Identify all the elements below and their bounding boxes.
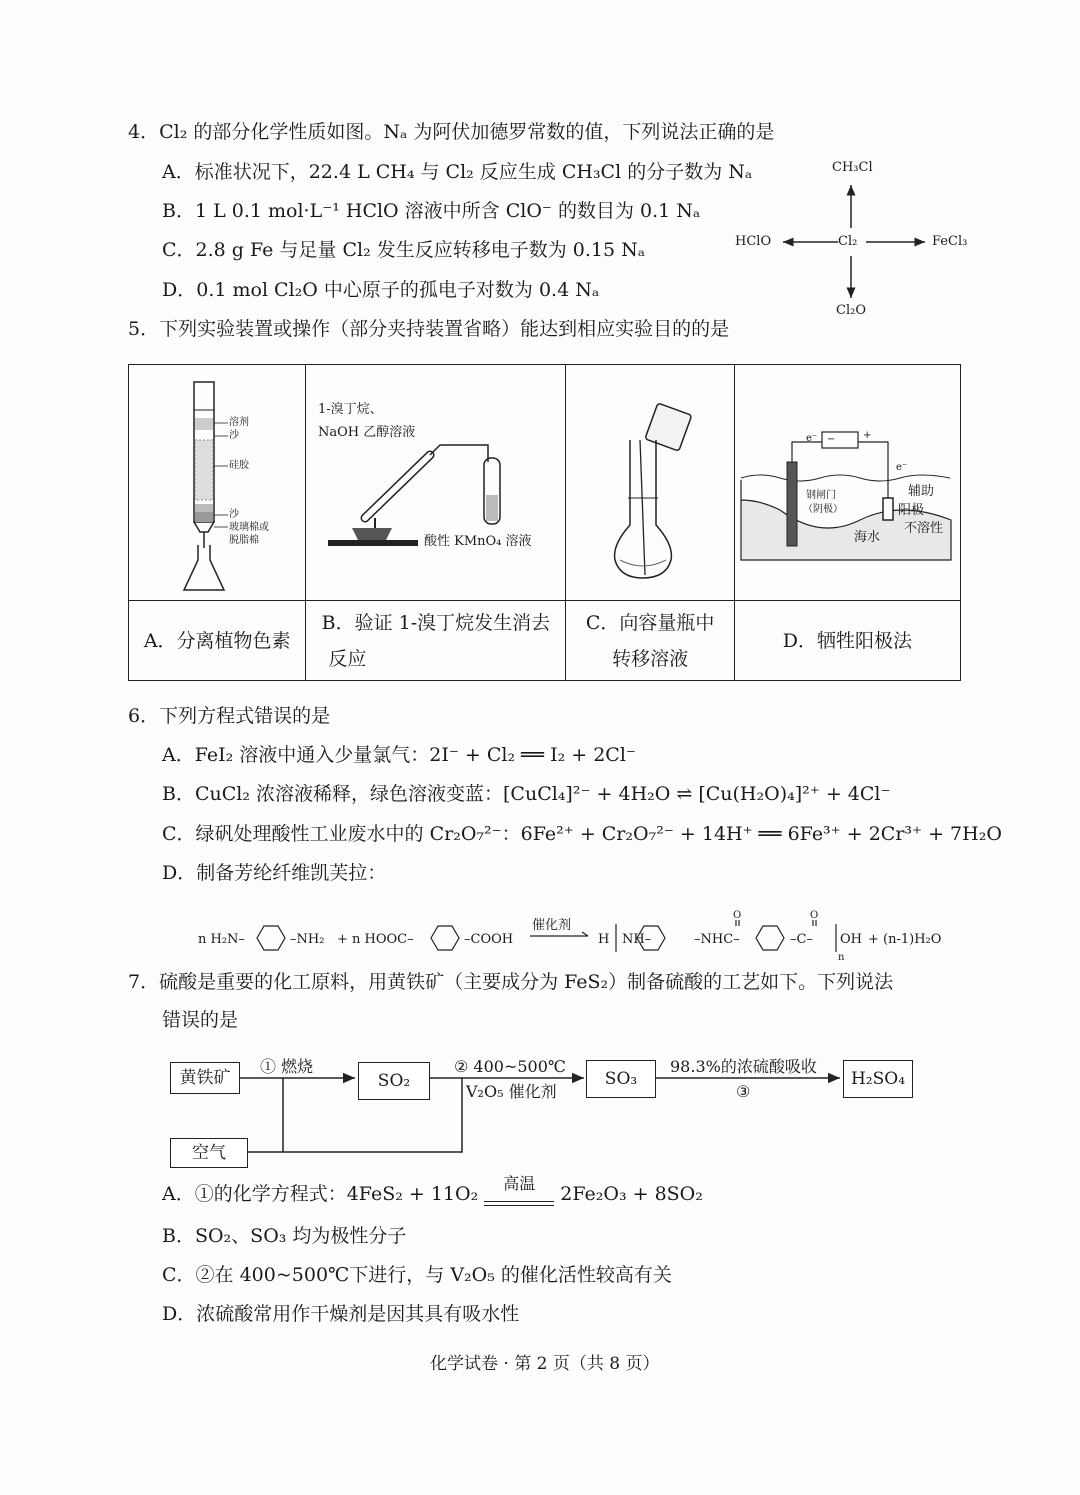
fig-a-label-glasswool: 玻璃棉或: [229, 522, 269, 533]
caption-b-line2: 反应: [328, 647, 367, 670]
fig-d-aux-line2: 阳极: [898, 503, 925, 518]
fig-d-aux-line3: 不溶性: [904, 521, 944, 536]
q7-option-a-condition: [484, 1174, 554, 1206]
q6-stem: 6．下列方程式错误的是: [128, 705, 331, 727]
fecl3-label: FeCl₃: [932, 234, 968, 249]
fig-d-terminal-plus: +: [863, 430, 872, 441]
fig-d-terminal-minus: −: [827, 434, 836, 445]
q6-option-c: C．绿矾处理酸性工业废水中的 Cr₂O₇²⁻：6Fe²⁺ + Cr₂O₇²⁻ + 14H⁺ ══ 6Fe³⁺ + 2Cr³⁺ + 7H₂O: [162, 823, 1002, 845]
eq-reactant1-end: –NH₂: [290, 932, 325, 947]
flow-box-so3: SO₃: [586, 1060, 656, 1098]
fig-d-seawater: 海水: [854, 530, 881, 545]
q7-option-a-equals-bar: [484, 1201, 554, 1206]
caption-d: D．牺牲阳极法: [782, 629, 913, 652]
flow-step3-bottom: ③: [736, 1082, 751, 1101]
fig-d-electron-right: e⁻: [896, 462, 908, 473]
flow-box-so2: SO₂: [358, 1062, 430, 1100]
q7-option-d: D．浓硫酸常用作干燥剂是因其具有吸水性: [162, 1303, 520, 1325]
q7-option-a: [162, 1174, 703, 1206]
q4-option-a: A．标准状况下，22.4 L CH₄ 与 Cl₂ 反应生成 CH₃Cl 的分子数为 Nₐ: [162, 161, 753, 183]
eq-carbonyl-o1: O: [733, 910, 742, 921]
fig-b-reagent-line1: 1-溴丁烷、: [318, 402, 383, 417]
fig-a-label-sand-bottom: 沙: [229, 509, 239, 520]
fig-d-gate-line2: （阴极）: [803, 504, 843, 515]
fig-a-label-solvent: 溶剂: [229, 417, 249, 428]
fig-a-label-cotton: 脱脂棉: [229, 535, 259, 546]
flow-box-h2so4: H₂SO₄: [843, 1060, 913, 1098]
q6-option-b: B．CuCl₂ 浓溶液稀释，绿色溶液变蓝：[CuCl₄]²⁻ + 4H₂O ⇌ [Cu(H₂O)₄]²⁺ + 4Cl⁻: [162, 783, 891, 805]
q7-option-b: B．SO₂、SO₃ 均为极性分子: [162, 1225, 407, 1247]
page-footer: 化学试卷 · 第 2 页（共 8 页）: [430, 1354, 660, 1374]
q7-option-a-products: 2Fe₂O₃ + 8SO₂: [560, 1183, 703, 1205]
eq-n-subscript: n: [838, 952, 845, 963]
q7-stem-line1: 7．硫酸是重要的化工原料，用黄铁矿（主要成分为 FeS₂）制备硫酸的工艺如下。下列说法: [128, 971, 894, 993]
fig-b-tube-label: 酸性 KMnO₄ 溶液: [424, 534, 532, 549]
flow-step3-top: 98.3%的浓硫酸吸收: [670, 1057, 817, 1076]
q4-option-d: D．0.1 mol Cl₂O 中心原子的孤电子对数为 0.4 Nₐ: [162, 279, 600, 301]
fig-a-label-sand-top: 沙: [229, 430, 239, 441]
fig-d-electron-left: e⁻: [806, 433, 818, 444]
eq-carbonyl-o2: O: [810, 910, 819, 921]
caption-c-line2: 转移溶液: [612, 647, 689, 670]
q7-option-c: C．②在 400~500℃下进行，与 V₂O₅ 的催化活性较高有关: [162, 1264, 672, 1286]
q7-stem-line2: 错误的是: [162, 1009, 239, 1031]
eq-prod-h: H: [598, 932, 610, 947]
q7-option-a-high-temp: 高温: [503, 1174, 536, 1193]
ch3cl-label: CH₃Cl: [832, 160, 873, 175]
q4-stem: 4．Cl₂ 的部分化学性质如图。Nₐ 为阿伏加德罗常数的值，下列说法正确的是: [128, 121, 775, 143]
eq-nh: NH–: [622, 932, 652, 947]
q4-option-b: B．1 L 0.1 mol·L⁻¹ HClO 溶液中所含 ClO⁻ 的数目为 0.1 Nₐ: [162, 200, 701, 222]
cl2-center-label: Cl₂: [838, 234, 858, 249]
cl2o-label: Cl₂O: [836, 303, 866, 318]
flow-box-pyrite: 黄铁矿: [170, 1062, 240, 1094]
eq-c-mid: –C–: [790, 932, 813, 947]
eq-catalyst: 催化剂: [532, 918, 572, 933]
q7-option-a-reactants: A．①的化学方程式：4FeS₂ + 11O₂: [162, 1183, 479, 1205]
q6-option-d: D．制备芳纶纤维凯芙拉：: [162, 862, 387, 884]
q5-stem: 5．下列实验装置或操作（部分夹持装置省略）能达到相应实验目的的是: [128, 318, 730, 340]
caption-a: A．分离植物色素: [143, 629, 291, 652]
fig-d-gate-line1: 钢闸门: [806, 490, 836, 501]
eq-nhc: –NHC–: [694, 932, 740, 947]
flow-step2-top: ② 400~500℃: [454, 1057, 566, 1076]
eq-water: + (n-1)H₂O: [868, 932, 942, 947]
flow-step1-label: ① 燃烧: [260, 1057, 314, 1076]
fig-a-label-silica: 硅胶: [229, 460, 249, 471]
caption-b-line1: B．验证 1-溴丁烷发生消去: [321, 611, 551, 634]
eq-plus-reactant2: + n HOOC–: [337, 932, 414, 947]
eq-reactant2-end: –COOH: [464, 932, 514, 947]
flow-box-air: 空气: [170, 1138, 248, 1168]
q4-option-c: C．2.8 g Fe 与足量 Cl₂ 发生反应转移电子数为 0.15 Nₐ: [162, 239, 646, 261]
fig-d-aux-line1: 辅助: [908, 484, 935, 499]
caption-c-line1: C．向容量瓶中: [585, 611, 715, 634]
flow-step2-bottom: V₂O₅ 催化剂: [466, 1082, 557, 1101]
eq-reactant1: n H₂N–: [198, 932, 245, 947]
q6-option-a: A．FeI₂ 溶液中通入少量氯气：2I⁻ + Cl₂ ══ I₂ + 2Cl⁻: [162, 744, 636, 766]
hclo-label: HClO: [735, 234, 772, 249]
eq-oh: OH: [840, 932, 862, 947]
fig-b-reagent-line2: NaOH 乙醇溶液: [318, 425, 416, 440]
